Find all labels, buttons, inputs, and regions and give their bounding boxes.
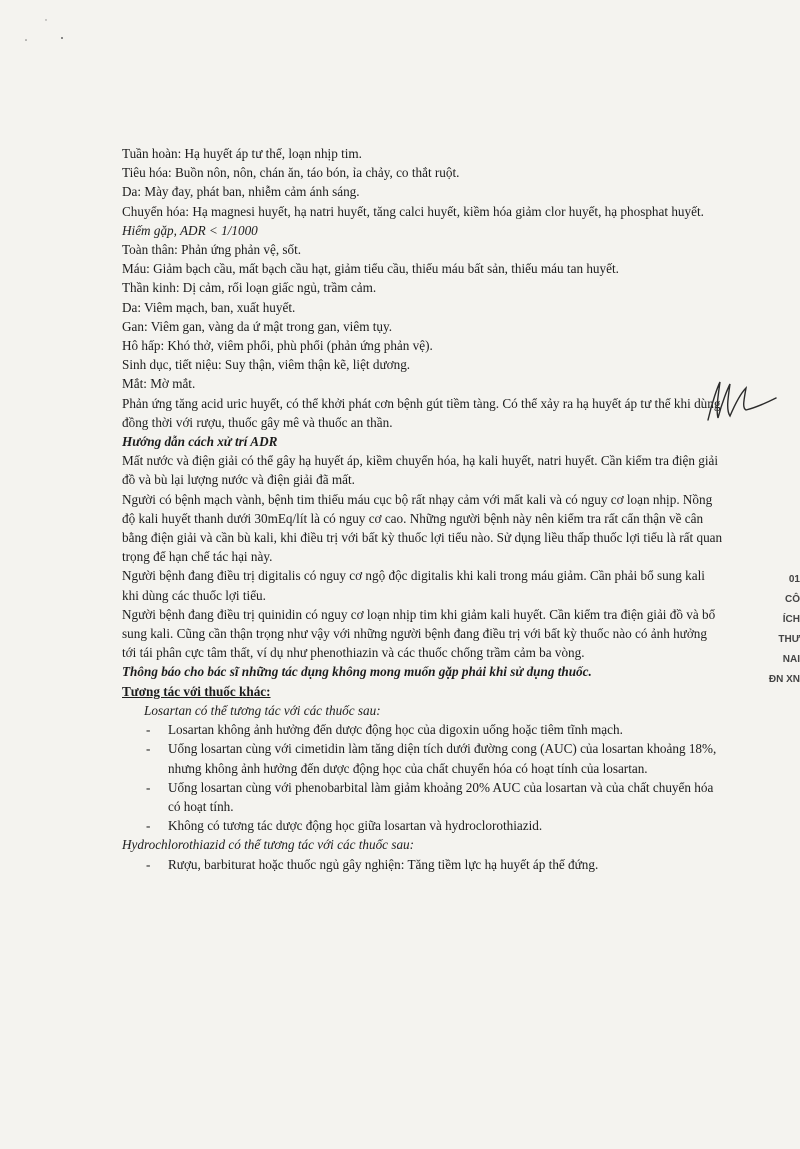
text-line-nervous: Thần kinh: Dị cảm, rối loạn giấc ngủ, trầm cảm. [122,280,377,296]
text-line-liver: Gan: Viêm gan, vàng da ứ mật trong gan, viêm tụy. [122,318,393,334]
text-line-circulation: Tuần hoàn: Hạ huyết áp tư thế, loạn nhịp tim. [122,146,362,161]
bullet-text: Không có tương tác dược động học giữa losartan và hydroclorothiazid. [168,818,543,834]
text-line-respiratory: Hô hấp: Khó thở, viêm phổi, phù phổi (phản ứng phản vệ). [122,338,433,354]
subheading-hydrochlorothiazid: Hydrochlorothiazid có thể tương tác với các thuốc sau: [122,837,415,853]
handwritten-signature [702,372,782,430]
paragraph-coronary: Người có bệnh mạch vành, bệnh tim thiếu máu cục bộ rất nhạy cảm với mất kali và có nguy cơ loạn nhịp. Nồng độ kali huyết thanh dưới 30mEq/lít là có nguy cơ cao. Những người bệnh này nên kiểm tra rất cẩn thận về cân bằng điện giải và cần bù kali, khi điều trị với bất kỳ thuốc lợi tiểu nào. Sử dụng liều thấp thuốc lợi tiểu là rất quan trọng để hạn chế tác hại này. [122,491,723,565]
bullet-text: Uống losartan cùng với cimetidin làm tăng diện tích dưới đường cong (AUC) của losartan khoảng 18%, nhưng không ảnh hưởng đến dược động học của chất chuyển hóa có hoạt tính của losartan. [168,741,717,776]
stamp-text: 01 [788,574,800,585]
heading-drug-interactions: Tương tác với thuốc khác: [122,683,271,699]
bullet-dash: - [146,722,151,738]
stamp-text: ÍCH [782,614,800,625]
paragraph-uric-acid: Phản ứng tăng acid uric huyết, có thể khởi phát cơn bệnh gút tiềm tàng. Có thể xảy ra hạ huyết áp tư thế khi dùng đồng thời với rượu, thuốc gây mê và thuốc an thần. [122,395,721,430]
bullet-dash: - [146,741,151,757]
text-line-digestive: Tiêu hóa: Buồn nôn, nôn, chán ăn, táo bón, ỉa chảy, co thắt ruột. [122,165,460,181]
stamp-text: ĐN XN [768,674,800,685]
stamp-text: CÔ [785,594,800,605]
text-line-skin-rare: Da: Viêm mạch, ban, xuất huyết. [122,299,296,315]
text-line-metabolism: Chuyển hóa: Hạ magnesi huyết, hạ natri huyết, tăng calci huyết, kiềm hóa giảm clor huyết, hạ phosphat huyết. [122,203,704,219]
bullet-dash: - [146,856,151,872]
notice-report-to-doctor: Thông báo cho bác sĩ những tác dụng không mong muốn gặp phải khi sử dụng thuốc. [122,664,592,680]
bullet-item-digoxin [122,720,724,739]
paragraph-digitalis: Người bệnh đang điều trị digitalis có nguy cơ ngộ độc digitalis khi kali trong máu giảm. Cần phải bổ sung kali khi dùng các thuốc lợi tiểu. [122,568,705,603]
text-line-skin: Da: Mày đay, phát ban, nhiễm cảm ánh sáng. [122,184,360,200]
bullet-text: Uống losartan cùng với phenobarbital làm giảm khoảng 20% AUC của losartan và của chất chuyển hóa có hoạt tính. [168,779,714,814]
text-line-whole-body: Toàn thân: Phản ứng phản vệ, sốt. [122,242,302,258]
text-line-eye: Mắt: Mờ mắt. [122,376,196,392]
bullet-text: Losartan không ảnh hưởng đến dược động học của digoxin uống hoặc tiêm tĩnh mạch. [168,722,623,738]
bullet-dash: - [146,818,151,834]
bullet-text: Rượu, barbiturat hoặc thuốc ngủ gây nghiện: Tăng tiềm lực hạ huyết áp thế đứng. [168,856,599,872]
stamp-text: NAI [782,654,800,665]
bullet-item-phenobarbital [122,778,724,816]
partial-stamp [766,570,800,690]
bullet-item-cimetidin [122,739,724,777]
scan-specks [22,12,82,52]
paragraph-quinidin: Người bệnh đang điều trị quinidin có nguy cơ loạn nhịp tim khi giảm kali huyết. Cần kiểm tra điện giải đồ và bổ sung kali. Cũng cần thận trọng như vậy với những người bệnh đang điều trị với bất kỳ thuốc nào có ảnh hưởng tới tái phân cực tâm thất, ví dụ như phenothiazin và các thuốc chống trầm cảm ba vòng. [122,606,716,661]
bullet-item-alcohol [122,855,724,874]
subheading-losartan: Losartan có thể tương tác với các thuốc sau: [144,702,381,718]
paragraph-dehydration: Mất nước và điện giải có thể gây hạ huyết áp, kiềm chuyển hóa, hạ kali huyết, natri huyết. Cần kiểm tra điện giải đồ và bù lại lượng nước và điện giải đã mất. [122,453,719,488]
document-page [122,144,724,874]
heading-adr-management: Hướng dẫn cách xử trí ADR [122,434,278,450]
bullet-dash: - [146,779,151,795]
stamp-text: THƯ [778,634,800,645]
text-line-urogenital: Sinh dục, tiết niệu: Suy thận, viêm thận kẽ, liệt dương. [122,357,411,373]
text-line-blood: Máu: Giảm bạch cầu, mất bạch cầu hạt, giảm tiểu cầu, thiếu máu bất sản, thiếu máu tan huyết. [122,261,619,277]
subheading-rare: Hiếm gặp, ADR < 1/1000 [122,222,258,238]
bullet-item-hydroclorothiazid [122,816,724,835]
